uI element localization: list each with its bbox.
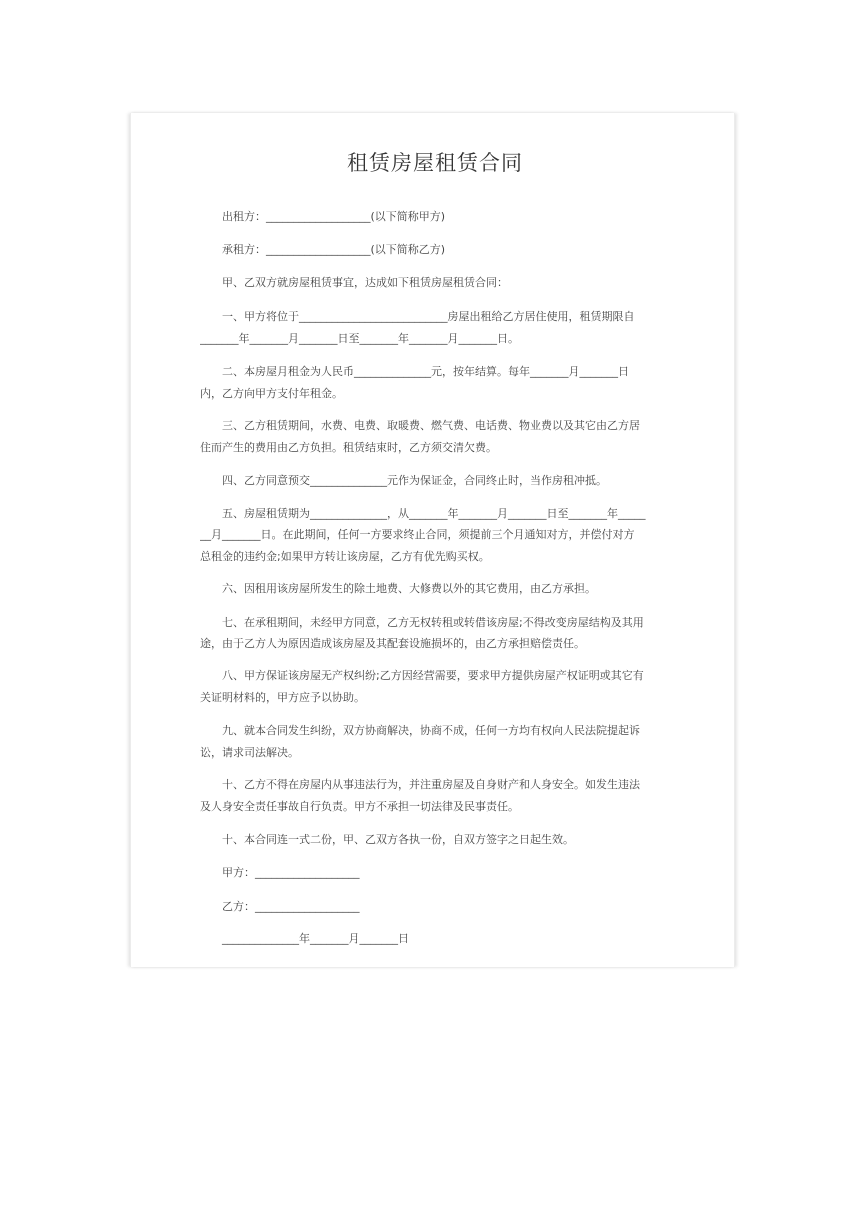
party-a-signature-line: 甲方：___________________ [222, 866, 360, 879]
document-page [130, 113, 735, 967]
signing-date-line: ______________年_______月_______日 [222, 932, 409, 945]
clause-7-line-1: 七、在承租期间，未经甲方同意，乙方无权转租或转借该房屋;不得改变房屋结构及其用 [222, 616, 644, 629]
clause-2-line-2: 内，乙方向甲方支付年租金。 [200, 387, 343, 400]
clause-10-line-1: 十、乙方不得在房屋内从事违法行为，并注重房屋及自身财产和人身安全。如发生违法 [222, 778, 640, 791]
clause-5-line-3: 总租金的违约金;如果甲方转让该房屋，乙方有优先购买权。 [200, 550, 490, 563]
clause-11-line-1: 十、本合同连一式二份，甲、乙双方各执一份，自双方签字之日起生效。 [222, 833, 574, 846]
preamble-line: 甲、乙双方就房屋租赁事宜，达成如下租赁房屋租赁合同： [222, 276, 508, 289]
clause-9-line-1: 九、就本合同发生纠纷，双方协商解决，协商不成，任何一方均有权向人民法院提起诉 [222, 724, 640, 737]
clause-3-line-2: 住而产生的费用由乙方负担。租赁结束时，乙方须交清欠费。 [200, 441, 497, 454]
clause-1-line-1: 一、甲方将位于___________________________房屋出租给乙方居住使用，租赁期限自 [222, 310, 635, 323]
document-title: 租赁房屋租赁合同 [347, 151, 523, 175]
clause-8-line-2: 关证明材料的，甲方应予以协助。 [200, 691, 365, 704]
clause-10-line-2: 及人身安全责任事故自行负责。甲方不承担一切法律及民事责任。 [200, 800, 519, 813]
lessor-line: 出租方：___________________(以下简称甲方) [222, 210, 446, 223]
party-b-signature-line: 乙方：___________________ [222, 900, 360, 913]
clause-4-line-1: 四、乙方同意预交______________元作为保证金，合同终止时，当作房租冲抵。 [222, 474, 607, 487]
clause-8-line-1: 八、甲方保证该房屋无产权纠纷;乙方因经营需要，要求甲方提供房屋产权证明或其它有 [222, 669, 644, 682]
lessee-line: 承租方：___________________(以下简称乙方) [222, 243, 446, 256]
clause-3-line-1: 三、乙方租赁期间，水费、电费、取暖费、燃气费、电话费、物业费以及其它由乙方居 [222, 419, 640, 432]
clause-5-line-2: __月_______日。在此期间，任何一方要求终止合同，须提前三个月通知对方，并偿付对方 [200, 528, 635, 541]
clause-7-line-2: 途，由于乙方人为原因造成该房屋及其配套设施损坏的，由乙方承担赔偿责任。 [200, 637, 585, 650]
clause-1-line-2: _______年_______月_______日至_______年_______月_______日。 [200, 332, 519, 345]
clause-6-line-1: 六、因租用该房屋所发生的除土地费、大修费以外的其它费用，由乙方承担。 [222, 582, 596, 595]
clause-9-line-2: 讼，请求司法解决。 [200, 746, 299, 759]
clause-2-line-1: 二、本房屋月租金为人民币______________元，按年结算。每年_______月_______日 [222, 365, 629, 378]
clause-5-line-1: 五、房屋租赁期为______________，从_______年_______月_______日至_______年_____ [222, 507, 646, 520]
